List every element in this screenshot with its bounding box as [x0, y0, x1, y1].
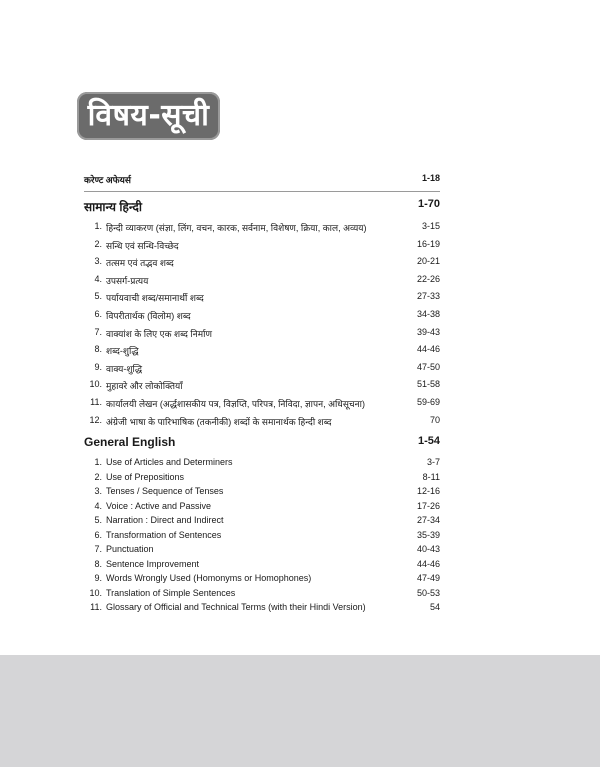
page-title: विषय-सूची [87, 98, 210, 133]
english-toc-item[interactable] [84, 515, 440, 527]
section-title: General English [84, 435, 176, 449]
toc-item-pages: 39-43 [416, 326, 440, 337]
section-pages: 1-70 [417, 198, 440, 210]
toc-item-pages: 22-26 [416, 273, 440, 284]
toc-item-pages: 35-39 [416, 529, 440, 540]
toc-item-number: 10. [89, 379, 102, 390]
hindi-toc-item[interactable] [84, 274, 440, 286]
toc-item-pages: 27-34 [416, 515, 440, 525]
toc-item-pages: 51-58 [416, 379, 440, 390]
toc-item-pages: 47-50 [416, 361, 440, 372]
toc-item-title: Words Wrongly Used (Homonyms or Homophones) [106, 573, 312, 583]
toc-item-title: तत्सम एवं तद्भव शब्द [106, 258, 174, 269]
toc-item-title: Sentence Improvement [106, 558, 200, 569]
english-toc-item[interactable] [84, 602, 440, 614]
toc-item-pages: 59-69 [416, 397, 440, 407]
english-toc-item[interactable] [84, 501, 440, 513]
toc-item-title: कार्यालयी लेखन (अर्द्धशासकीय पत्र, विज्ञप्ति, परिपत्र, निविदा, ज्ञापन, अधिसूचना) [106, 399, 365, 409]
toc-item-pages: 34-38 [416, 309, 440, 319]
toc-item-title: अंग्रेजी भाषा के पारिभाषिक (तकनीकी) शब्दों के समानार्थक हिन्दी शब्द [106, 416, 332, 427]
english-toc-item[interactable] [84, 544, 440, 556]
english-toc-item[interactable] [84, 588, 440, 600]
toc-entry-label: करेण्ट अफेयर्स [84, 175, 131, 185]
toc-item-pages: 44-46 [416, 558, 440, 569]
toc-item-pages: 16-19 [416, 238, 440, 249]
toc-item-pages: 17-26 [416, 500, 440, 511]
english-toc-item[interactable] [84, 530, 440, 542]
toc-item-pages: 47-49 [416, 573, 440, 583]
english-toc-item[interactable] [84, 573, 440, 585]
title-banner [77, 92, 220, 140]
toc-item-number: 2. [94, 238, 102, 249]
toc-item-number: 10. [89, 587, 102, 598]
hindi-toc-item[interactable] [84, 327, 440, 339]
toc-item-pages: 3-7 [426, 457, 440, 467]
hindi-toc-item[interactable] [84, 291, 440, 303]
toc-item-number: 4. [94, 273, 102, 284]
toc-item-title: मुहावरे और लोकोक्तियाँ [106, 381, 183, 392]
toc-item-pages: 27-33 [416, 291, 440, 302]
hindi-toc-item[interactable] [84, 415, 440, 427]
toc-item-number: 3. [94, 256, 102, 267]
toc-entry-current-affairs[interactable] [84, 173, 440, 185]
toc-item-title: Translation of Simple Sentences [106, 587, 236, 598]
toc-item-title: उपसर्ग-प्रत्यय [106, 275, 149, 286]
toc-item-number: 11. [90, 602, 102, 612]
toc-item-number: 7. [94, 544, 102, 554]
toc-item-number: 6. [94, 529, 102, 540]
english-toc-item[interactable] [84, 486, 440, 498]
toc-item-pages: 20-21 [416, 256, 440, 267]
section-pages: 1-54 [417, 435, 440, 447]
toc-item-number: 6. [94, 309, 102, 319]
toc-item-title: Use of Prepositions [106, 471, 185, 482]
hindi-toc-item[interactable] [84, 221, 440, 233]
hindi-toc-item[interactable] [84, 362, 440, 374]
toc-item-title: वाक्य-शुद्धि [106, 363, 143, 374]
toc-item-pages: 12-16 [416, 486, 440, 496]
english-toc-item[interactable] [84, 472, 440, 484]
toc-item-number: 2. [94, 471, 102, 482]
toc-item-pages: 70 [429, 414, 440, 425]
toc-item-pages: 50-53 [416, 587, 440, 598]
toc-item-pages: 44-46 [416, 344, 440, 355]
toc-item-number: 5. [94, 291, 102, 302]
toc-entry-pages: 1-18 [421, 173, 440, 183]
toc-item-title: Punctuation [106, 544, 154, 554]
toc-item-pages: 40-43 [416, 544, 440, 554]
toc-item-title: Tenses / Sequence of Tenses [106, 486, 224, 496]
english-toc-item[interactable] [84, 457, 440, 469]
toc-item-title: शब्द-शुद्धि [106, 346, 139, 357]
toc-item-title: Transformation of Sentences [106, 529, 222, 540]
section-heading-hindi[interactable] [84, 198, 440, 214]
divider [84, 191, 440, 192]
toc-item-title: पर्यायवाची शब्द/समानार्थी शब्द [106, 293, 204, 304]
toc-item-number: 5. [94, 515, 102, 525]
page-footer-band [0, 655, 600, 767]
toc-item-title: सन्धि एवं सन्धि-विच्छेद [106, 240, 179, 251]
toc-item-title: Narration : Direct and Indirect [106, 515, 224, 525]
hindi-toc-item[interactable] [84, 309, 440, 321]
toc-item-title: Voice : Active and Passive [106, 500, 212, 511]
toc-item-number: 12. [89, 414, 102, 425]
toc-item-pages: 8-11 [422, 471, 440, 482]
hindi-toc-item[interactable] [84, 397, 440, 409]
section-title: सामान्य हिन्दी [84, 200, 143, 214]
toc-item-title: हिन्दी व्याकरण (संज्ञा, लिंग, वचन, कारक, सर्वनाम, विशेषण, क्रिया, काल, अव्यय) [106, 223, 367, 233]
hindi-toc-item[interactable] [84, 379, 440, 391]
toc-item-number: 9. [94, 361, 102, 372]
hindi-toc-item[interactable] [84, 256, 440, 268]
toc-item-number: 9. [94, 573, 102, 583]
hindi-toc-item[interactable] [84, 239, 440, 251]
toc-item-title: विपरीतार्थक (विलोम) शब्द [106, 311, 191, 321]
toc-item-number: 4. [94, 500, 102, 511]
toc-item-number: 1. [94, 457, 102, 467]
toc-item-title: Use of Articles and Determiners [106, 457, 233, 467]
toc-item-pages: 3-15 [421, 221, 440, 231]
toc-item-number: 1. [94, 221, 102, 231]
english-toc-item[interactable] [84, 559, 440, 571]
section-heading-english[interactable] [84, 435, 440, 451]
toc-item-number: 7. [94, 326, 102, 337]
toc-item-number: 8. [94, 558, 102, 569]
toc-item-number: 8. [94, 344, 102, 355]
toc-item-number: 3. [94, 486, 102, 496]
hindi-toc-item[interactable] [84, 344, 440, 356]
toc-item-title: वाक्यांश के लिए एक शब्द निर्माण [106, 328, 212, 339]
toc-item-title: Glossary of Official and Technical Terms (with their Hindi Version) [106, 602, 366, 612]
toc-item-number: 11. [90, 397, 102, 407]
toc-item-pages: 54 [429, 602, 440, 612]
